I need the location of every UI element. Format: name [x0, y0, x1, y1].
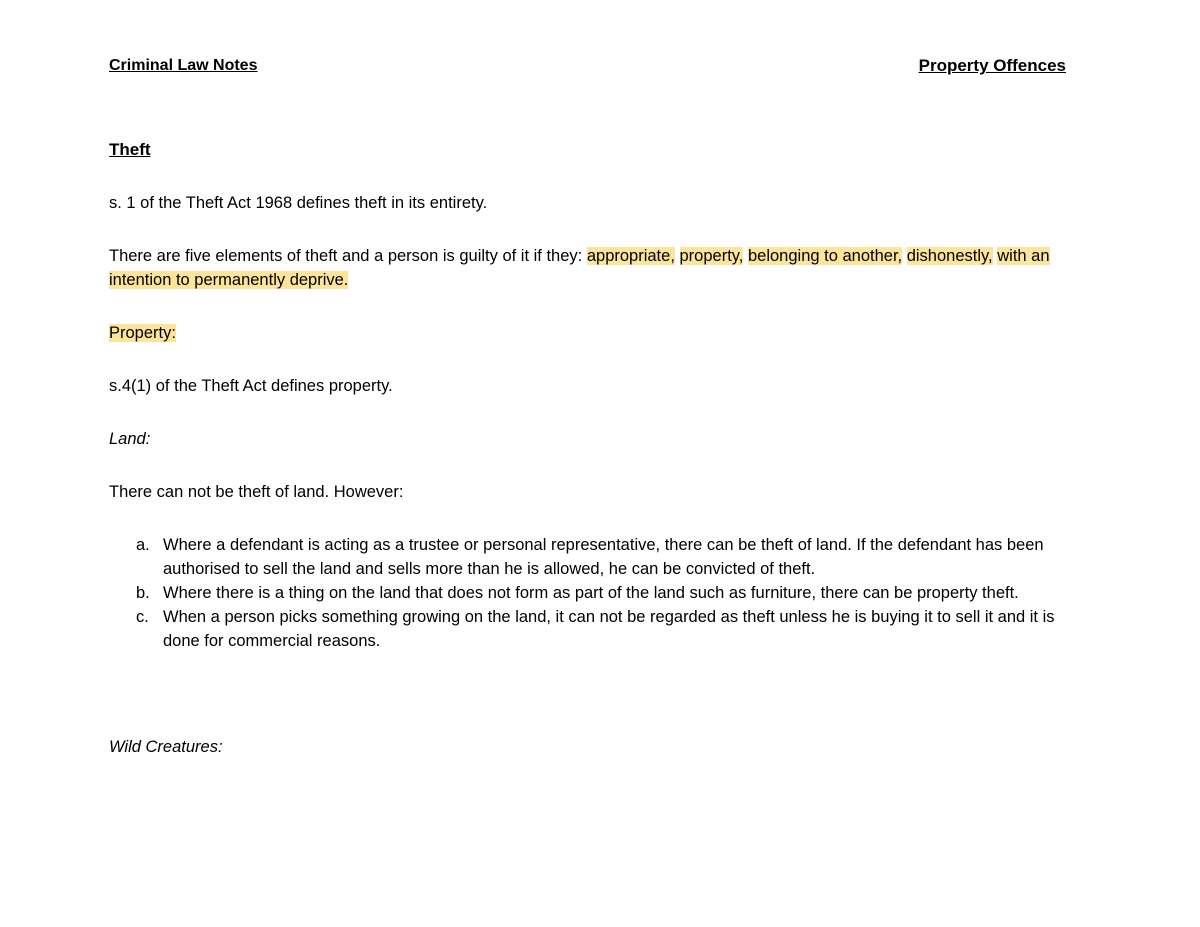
wild-creatures-heading: Wild Creatures: — [109, 738, 223, 756]
vertical-spacer — [109, 653, 1094, 735]
list-item — [109, 581, 1094, 605]
section-heading-theft: Theft — [109, 140, 151, 159]
element-property: property, — [679, 247, 744, 265]
list-item-text: Where there is a thing on the land that does not form as part of the land such as furniture, there can be property theft. — [163, 584, 1019, 602]
list-item-text: Where a defendant is acting as a trustee or personal representative, there can be theft of land. If the defendant has been authorised to sell the land and sells more than he is allowed, he can be convicted of theft. — [163, 536, 1044, 578]
element-belonging: belonging to another, — [747, 247, 903, 265]
land-heading: Land: — [109, 430, 151, 448]
intro-paragraph: s. 1 of the Theft Act 1968 defines theft in its entirety. — [109, 194, 488, 212]
list-marker: c. — [136, 608, 149, 626]
property-heading — [109, 321, 1094, 345]
header-title-left: Criminal Law Notes — [109, 57, 258, 74]
elements-paragraph — [109, 244, 1094, 292]
document-body — [109, 138, 1094, 788]
list-marker: b. — [136, 584, 150, 602]
list-marker: a. — [136, 536, 150, 554]
land-intro: There can not be theft of land. However: — [109, 483, 404, 501]
header-title-right: Property Offences — [918, 56, 1066, 75]
property-definition: s.4(1) of the Theft Act defines property. — [109, 377, 393, 395]
list-item — [109, 605, 1094, 653]
element-dishonestly: dishonestly, — [906, 247, 993, 265]
element-intention: with an intention to permanently deprive. — [109, 247, 1050, 289]
element-appropriate: appropriate, — [586, 247, 675, 265]
property-heading-text: Property: — [109, 324, 176, 342]
list-item-text: When a person picks something growing on the land, it can not be regarded as theft unless he is buying it to sell it and it is done for commercial reasons. — [163, 608, 1055, 650]
list-item — [109, 533, 1094, 581]
elements-prefix: There are five elements of theft and a person is guilty of it if they: — [109, 247, 587, 265]
land-points-list — [109, 533, 1094, 653]
